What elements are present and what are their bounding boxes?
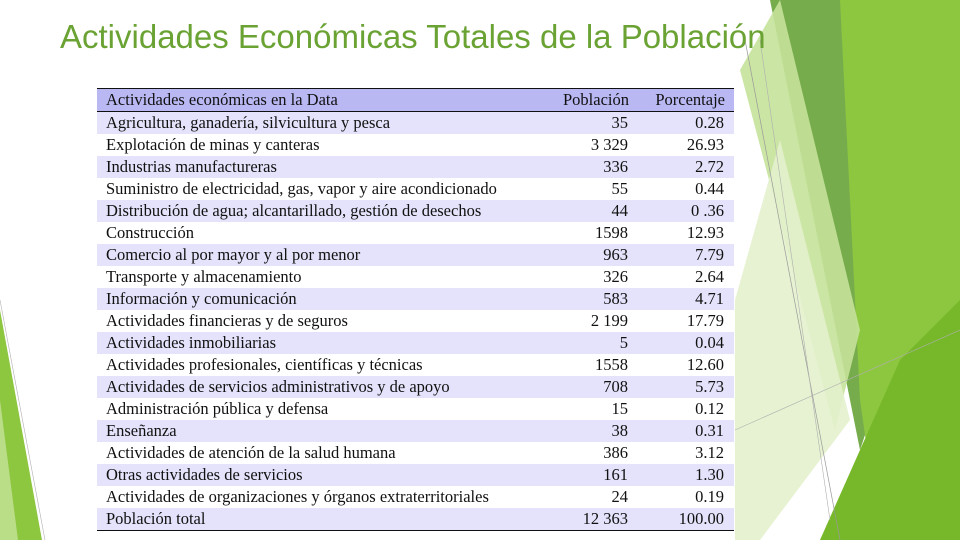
row-population: 336: [603, 157, 628, 176]
row-percentage: 0.04: [695, 333, 724, 352]
row-percentage: 5.73: [695, 377, 724, 396]
row-population: 44: [611, 201, 628, 220]
row-population: 386: [603, 443, 628, 462]
row-population: 1558: [595, 355, 628, 374]
row-population: 5: [619, 333, 628, 352]
row-percentage: 0 .36: [691, 201, 724, 220]
header-percentage: Porcentaje: [638, 89, 734, 112]
table-row: [97, 486, 734, 508]
row-population: 963: [603, 245, 628, 264]
row-percentage: 0.31: [695, 421, 724, 440]
row-population: 161: [603, 465, 628, 484]
table-row: [97, 222, 734, 244]
table-row: [97, 200, 734, 222]
table-row: [97, 398, 734, 420]
table-row: [97, 112, 734, 135]
table-row: [97, 354, 734, 376]
row-population: 55: [611, 179, 628, 198]
row-activity: Construcción: [106, 223, 194, 242]
table-body: [97, 112, 734, 509]
row-activity: Enseñanza: [106, 421, 177, 440]
row-population: 708: [603, 377, 628, 396]
table-row: [97, 310, 734, 332]
row-population: 24: [611, 487, 628, 506]
row-activity: Actividades de organizaciones y órganos extraterritoriales: [106, 487, 489, 506]
total-label: Población total: [97, 508, 546, 531]
table-row: [97, 376, 734, 398]
row-activity: Actividades inmobiliarias: [106, 333, 277, 352]
row-percentage: 3.12: [695, 443, 724, 462]
row-population: 3 329: [590, 135, 628, 154]
table-row: [97, 332, 734, 354]
header-population: Población: [546, 89, 638, 112]
row-percentage: 0.12: [695, 399, 724, 418]
row-percentage: 1.30: [695, 465, 724, 484]
row-population: 1598: [595, 223, 628, 242]
row-population: 35: [611, 113, 628, 132]
table-row: [97, 288, 734, 310]
row-percentage: 4.71: [695, 289, 724, 308]
row-activity: Actividades de atención de la salud humana: [106, 443, 396, 462]
row-activity: Transporte y almacenamiento: [106, 267, 302, 286]
total-population: 12 363: [546, 508, 638, 531]
row-activity: Administración pública y defensa: [106, 399, 329, 418]
table-row: [97, 244, 734, 266]
row-activity: Explotación de minas y canteras: [106, 135, 320, 154]
table-row: [97, 178, 734, 200]
row-activity: Actividades profesionales, científicas y técnicas: [106, 355, 423, 374]
table-row: [97, 464, 734, 486]
row-activity: Distribución de agua; alcantarillado, gestión de desechos: [106, 201, 482, 220]
row-percentage: 0.44: [695, 179, 724, 198]
table-total-row: [97, 508, 734, 531]
table-row: [97, 266, 734, 288]
row-percentage: 26.93: [686, 135, 724, 154]
row-activity: Agricultura, ganadería, silvicultura y pesca: [106, 113, 391, 132]
row-percentage: 12.60: [686, 355, 724, 374]
row-activity: Información y comunicación: [106, 289, 297, 308]
total-percentage: 100.00: [638, 508, 734, 531]
row-activity: Actividades financieras y de seguros: [106, 311, 348, 330]
slide-title: Actividades Económicas Totales de la Población: [60, 18, 766, 55]
row-percentage: 2.72: [695, 157, 724, 176]
table-row: [97, 156, 734, 178]
row-population: 15: [611, 399, 628, 418]
row-percentage: 17.79: [686, 311, 724, 330]
row-activity: Industrias manufactureras: [106, 157, 277, 176]
table-row: [97, 442, 734, 464]
row-percentage: 2.64: [695, 267, 724, 286]
row-percentage: 0.28: [695, 113, 724, 132]
row-population: 326: [603, 267, 628, 286]
row-population: 38: [611, 421, 628, 440]
table-header-row: [97, 89, 734, 112]
row-percentage: 7.79: [695, 245, 724, 264]
row-percentage: 12.93: [686, 223, 724, 242]
table-row: [97, 420, 734, 442]
row-percentage: 0.19: [695, 487, 724, 506]
row-activity: Actividades de servicios administrativos y de apoyo: [106, 377, 450, 396]
row-population: 2 199: [590, 311, 628, 330]
row-activity: Comercio al por mayor y al por menor: [106, 245, 361, 264]
row-activity: Suministro de electricidad, gas, vapor y aire acondicionado: [106, 179, 497, 198]
table-row: [97, 134, 734, 156]
row-population: 583: [603, 289, 628, 308]
economic-activities-table: [97, 88, 734, 531]
row-activity: Otras actividades de servicios: [106, 465, 303, 484]
economic-activities-table-container: [97, 88, 734, 530]
header-activity: Actividades económicas en la Data: [97, 89, 546, 112]
